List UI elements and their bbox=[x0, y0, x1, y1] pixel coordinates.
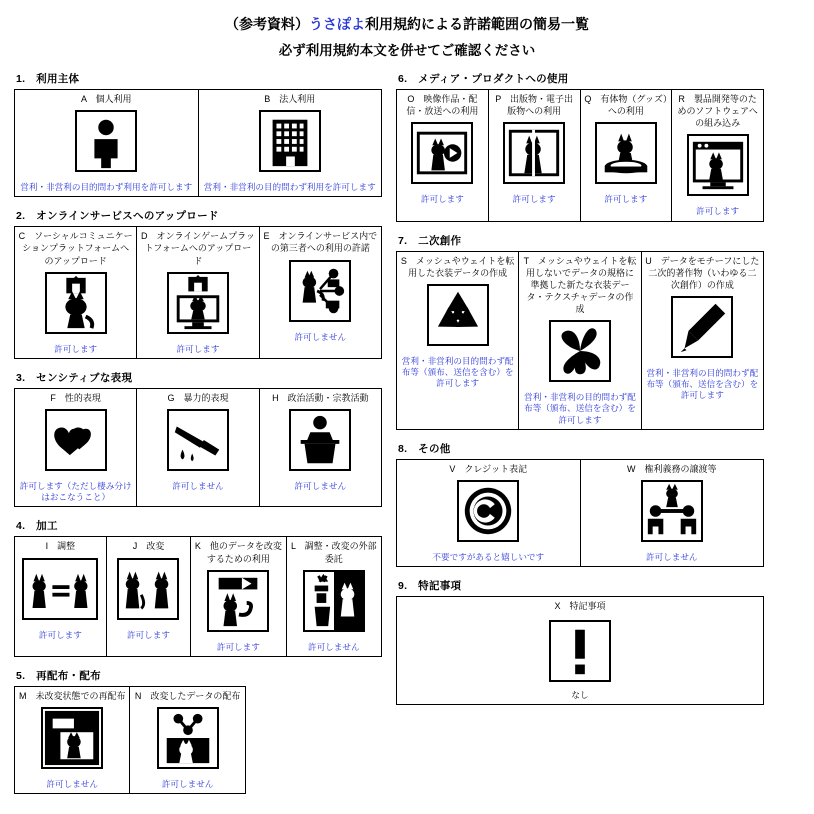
section-1-table bbox=[14, 89, 382, 197]
cell-icon bbox=[199, 107, 382, 180]
section-3-table bbox=[14, 388, 382, 507]
table-cell bbox=[137, 388, 259, 506]
cell-head: D オンラインゲームプラットフォームへのアップロード bbox=[141, 231, 255, 266]
cell-note: 許可しません bbox=[172, 481, 224, 492]
table-cell bbox=[286, 537, 381, 656]
cell-head: S メッシュやウェイトを転用した衣装データの作成 bbox=[400, 255, 515, 278]
section-5-table bbox=[14, 686, 246, 794]
table-cell bbox=[15, 90, 199, 197]
cell-icon bbox=[137, 269, 258, 342]
cell-icon bbox=[260, 257, 381, 330]
table-cell bbox=[106, 537, 190, 656]
cell-icon bbox=[15, 107, 198, 180]
cell-icon bbox=[107, 555, 190, 628]
title-prefix: （参考資料） bbox=[225, 16, 309, 32]
table-cell bbox=[397, 459, 581, 566]
cell-icon bbox=[15, 555, 106, 628]
cell-icon bbox=[642, 293, 763, 366]
cell-note: 許可しません bbox=[294, 331, 347, 342]
podium-speaker-icon bbox=[289, 409, 351, 471]
cell-note: 許可します bbox=[420, 194, 464, 205]
cell-head: E オンラインサービス内での第三者への利用の許諾 bbox=[263, 231, 378, 254]
section-8 bbox=[396, 441, 764, 567]
cell-icon bbox=[581, 477, 764, 550]
cell-head: N 改変したデータの配布 bbox=[134, 690, 241, 701]
cell-note: 営利・非営利の目的問わず利用を許可します bbox=[203, 182, 376, 193]
table-cell bbox=[15, 537, 107, 656]
cell-icon bbox=[130, 704, 244, 777]
cell-note: 営利・非営利の目的問わず配布等（頒布、送信を含む）を許可します bbox=[401, 355, 514, 389]
cell-icon bbox=[672, 131, 763, 204]
table-cell bbox=[580, 459, 764, 566]
cell-icon bbox=[15, 704, 129, 777]
cell-head: L 調整・改変の外部委託 bbox=[290, 541, 377, 564]
cell-note: なし bbox=[571, 690, 589, 701]
table-cell bbox=[15, 388, 137, 506]
table-cell bbox=[397, 251, 519, 429]
cell-note: 許可しません bbox=[46, 778, 98, 789]
right-column bbox=[396, 71, 764, 805]
cell-note: 許可します bbox=[38, 629, 82, 640]
transfer-people-icon bbox=[641, 480, 703, 542]
software-cat-icon bbox=[687, 134, 749, 196]
cell-head: A 個人利用 bbox=[80, 94, 132, 104]
cell-head: P 出版物・電子出版物への利用 bbox=[495, 94, 574, 117]
page-header bbox=[0, 0, 814, 59]
cell-head: I 調整 bbox=[45, 541, 76, 552]
play-cat-icon bbox=[411, 122, 473, 184]
table-cell bbox=[259, 388, 381, 506]
section-7 bbox=[396, 233, 764, 430]
brand-name: うさぽよ bbox=[309, 16, 365, 32]
building-icon bbox=[259, 110, 321, 172]
person-icon bbox=[75, 110, 137, 172]
recycle-mesh-icon bbox=[427, 284, 489, 346]
pinwheel-icon bbox=[549, 320, 611, 382]
section-5 bbox=[14, 668, 382, 794]
table-cell bbox=[641, 251, 763, 429]
cell-head: R 製品開発等のためのソフトウェアへの組み込み bbox=[677, 94, 758, 129]
section-2 bbox=[14, 208, 382, 359]
cell-head: M 未改変状態での再配布 bbox=[18, 690, 126, 701]
table-cell bbox=[137, 227, 259, 359]
section-4-table bbox=[14, 536, 382, 656]
section-2-title: 2. オンラインサービスへのアップロード bbox=[16, 210, 219, 223]
cell-head: F 性的表現 bbox=[50, 392, 101, 403]
cell-note: 許可しません bbox=[645, 551, 698, 562]
title-line-2: 必ず利用規約本文を併せてご確認ください bbox=[278, 43, 536, 58]
cell-icon bbox=[15, 406, 136, 479]
section-6-table bbox=[396, 89, 764, 222]
table-cell bbox=[519, 251, 641, 429]
cell-icon bbox=[397, 119, 488, 192]
cat-equals-icon bbox=[22, 558, 98, 620]
cell-note: 不要ですがあると嬉しいです bbox=[432, 551, 545, 562]
cell-note: 許可します bbox=[126, 629, 170, 640]
cat-tail-arrow-icon bbox=[207, 570, 269, 632]
title-suffix: 利用規約による許諾範囲の簡易一覧 bbox=[365, 16, 589, 32]
hearts-icon bbox=[45, 409, 107, 471]
section-1 bbox=[14, 71, 382, 197]
section-6-title: 6. メディア・プロダクトへの使用 bbox=[398, 73, 569, 85]
cell-note: 営利・非営利の目的問わず利用を許可します bbox=[20, 182, 193, 193]
cell-head: U データをモチーフにした二次的著作物（いわゆる二次創作）の作成 bbox=[645, 255, 760, 290]
cell-icon bbox=[191, 567, 285, 640]
table-cell bbox=[15, 686, 130, 793]
cell-head: X 特記事項 bbox=[554, 601, 606, 612]
cell-icon bbox=[397, 281, 518, 354]
cat-exchange-icon bbox=[303, 570, 365, 632]
cell-note: 許可します bbox=[604, 194, 648, 205]
section-8-table bbox=[396, 459, 764, 567]
cell-head: Q 有体物（グッズ）への利用 bbox=[584, 94, 668, 117]
cell-head: J 改変 bbox=[132, 541, 165, 552]
section-7-table bbox=[396, 251, 764, 430]
goods-cat-icon bbox=[595, 122, 657, 184]
table-cell bbox=[397, 90, 489, 222]
title-line-1 bbox=[0, 14, 814, 34]
cell-icon bbox=[581, 119, 672, 192]
table-cell bbox=[488, 90, 580, 222]
paintbrush-icon bbox=[671, 296, 733, 358]
cell-note: 許可します bbox=[512, 194, 556, 205]
cell-head: G 暴力的表現 bbox=[167, 392, 229, 403]
section-6 bbox=[396, 71, 764, 222]
share-people-cat-icon bbox=[289, 260, 351, 322]
table-cell bbox=[672, 90, 764, 222]
cell-icon bbox=[137, 406, 258, 479]
table-cell bbox=[15, 227, 137, 359]
cell-icon bbox=[397, 477, 580, 550]
table-cell bbox=[259, 227, 381, 359]
section-3-title: 3. センシティブな表現 bbox=[16, 371, 133, 384]
cell-head: O 映像作品・配信・放送への利用 bbox=[406, 94, 479, 117]
section-1-title: 1. 利用主体 bbox=[16, 73, 80, 85]
table-cell bbox=[191, 537, 286, 656]
book-cat-icon bbox=[503, 122, 565, 184]
cell-note: 営利・非営利の目的問わず配布等（頒布、送信を含む）を許可します bbox=[646, 368, 759, 401]
table-cell bbox=[397, 597, 764, 705]
cell-head: H 政治活動・宗教活動 bbox=[272, 392, 369, 403]
section-8-title: 8. その他 bbox=[398, 442, 451, 455]
cell-icon bbox=[519, 317, 640, 390]
section-7-title: 7. 二次創作 bbox=[398, 234, 462, 247]
share-cat-icon bbox=[157, 707, 219, 769]
cell-note: 許可します bbox=[176, 343, 220, 354]
cell-head: K 他のデータを改変するための利用 bbox=[194, 541, 282, 564]
knife-blood-icon bbox=[167, 409, 229, 471]
section-4-title: 4. 加工 bbox=[16, 520, 58, 533]
section-4 bbox=[14, 518, 382, 656]
redistribute-cat-icon bbox=[41, 707, 103, 769]
cell-note: 許可しません bbox=[161, 778, 214, 789]
cell-head: C ソーシャルコミュニケーションプラットフォームへのアップロード bbox=[18, 231, 133, 266]
cell-note: 許可します（ただし棲み分けはおこなうこと） bbox=[19, 481, 132, 503]
section-3 bbox=[14, 370, 382, 507]
cell-note: 許可します bbox=[696, 206, 740, 217]
copyright-icon bbox=[457, 480, 519, 542]
cell-note: 営利・非営利の目的問わず配布等（頒布、送信を含む）を許可します bbox=[524, 392, 636, 425]
exclamation-icon bbox=[549, 620, 611, 682]
cell-note: 許可します bbox=[216, 641, 260, 652]
cell-icon bbox=[489, 119, 580, 192]
cell-head: T メッシュやウェイトを転用しないでデータの規格に準拠した新たな衣装データ・テクスチャデータの作成 bbox=[523, 255, 637, 315]
cell-icon bbox=[260, 406, 381, 479]
cell-note: 許可しません bbox=[294, 481, 347, 492]
table-cell bbox=[580, 90, 672, 222]
cell-note: 許可します bbox=[54, 343, 98, 354]
table-cell bbox=[198, 90, 382, 197]
cell-head: V クレジット表記 bbox=[449, 463, 528, 474]
upload-cat-icon bbox=[45, 272, 107, 334]
section-9-table bbox=[396, 596, 764, 705]
cell-icon bbox=[15, 269, 136, 342]
two-cats-icon bbox=[117, 558, 179, 620]
content-columns bbox=[0, 59, 814, 805]
cell-icon bbox=[397, 614, 763, 688]
section-2-table bbox=[14, 226, 382, 359]
cell-head: B 法人利用 bbox=[264, 94, 316, 104]
cell-note: 許可しません bbox=[307, 641, 360, 652]
table-cell bbox=[130, 686, 245, 793]
cell-icon bbox=[287, 567, 381, 640]
upload-monitor-cat-icon bbox=[167, 272, 229, 334]
cell-head: W 権利義務の譲渡等 bbox=[627, 463, 717, 474]
left-column bbox=[14, 71, 382, 805]
section-5-title: 5. 再配布・配布 bbox=[16, 669, 101, 682]
section-9-title: 9. 特記事項 bbox=[398, 580, 462, 593]
section-9 bbox=[396, 578, 764, 705]
